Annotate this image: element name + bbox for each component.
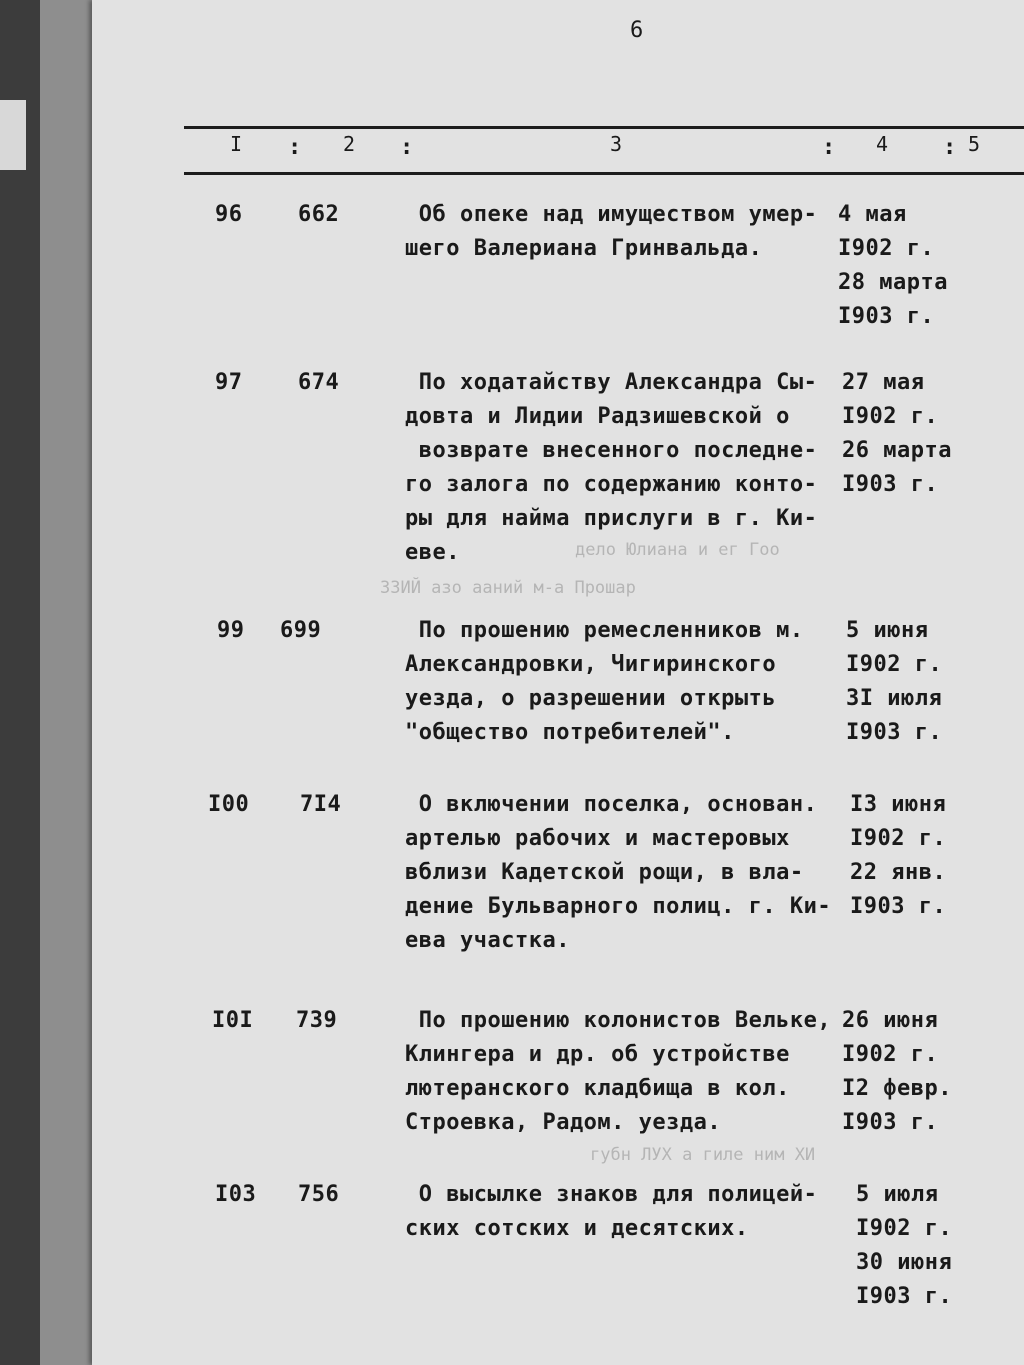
entry-dates: 26 июня I902 г. I2 февр. I903 г. [842,1008,952,1135]
entry-dates: 4 мая I902 г. 28 марта I903 г. [838,202,948,329]
header-rule-bottom [184,172,1024,175]
entry-dates: 5 июля I902 г. 30 июня I903 г. [856,1182,953,1309]
column-header-4: 4 [876,132,889,156]
entry-code: 699 [280,618,322,643]
column-header-3: 3 [610,132,623,156]
bleed-through-text: дело Юлиана и ег Гоо [575,540,780,560]
entry-code: 674 [298,370,340,395]
column-separator: : [400,135,414,160]
entry-description: О включении поселка, основан. артелью рабочих и мастеровых вблизи Кадетской рощи, в вла- дение Бульварного полиц. г. Ки- ева участка. [405,792,832,953]
entry-code: 739 [296,1008,338,1033]
background-edge [0,0,40,1365]
bleed-through-text: губн ЛУХ а гиле ним ХИ [590,1145,816,1165]
entry-number: 96 [215,202,243,227]
column-separator: : [822,135,836,160]
entry-code: 756 [298,1182,340,1207]
entry-description: По прошению колонистов Вельке, Клингера и др. об устройстве лютеранского кладбища в кол. Строевка, Радом. уезда. [405,1008,832,1135]
column-header-1: I [230,132,243,156]
column-separator: : [288,135,302,160]
entry-description: О высылке знаков для полицей- ских сотских и десятских. [405,1182,818,1241]
page-number: 6 [630,18,644,43]
entry-number: I00 [208,792,250,817]
entry-code: 662 [298,202,340,227]
entry-number: 99 [217,618,245,643]
binder-board [40,0,98,1365]
entry-dates: 27 мая I902 г. 26 марта I903 г. [842,370,952,497]
column-header-2: 2 [343,132,356,156]
entry-dates: 5 июня I902 г. 3I июля I903 г. [846,618,943,745]
column-separator: : [943,135,957,160]
header-rule-top [184,126,1024,129]
entry-description: По прошению ремесленников м. Александровки, Чигиринского уезда, о разрешении открыть "общество потребителей". [405,618,804,745]
entry-number: I0I [212,1008,254,1033]
entry-number: I03 [215,1182,257,1207]
entry-code: 7I4 [300,792,342,817]
background-paper-edge [0,100,26,170]
bleed-through-text: ЗЗИЙ азо ааний м-а Прошар [380,578,636,598]
column-header-5: 5 [968,132,981,156]
entry-number: 97 [215,370,243,395]
entry-description: По ходатайству Александра Сы- довта и Лидии Радзишевской о возврате внесенного последне- го залога по содержанию конто- ры для найма прислуги в г. Ки- еве. [405,370,818,565]
entry-dates: I3 июня I902 г. 22 янв. I903 г. [850,792,947,919]
entry-description: Об опеке над имуществом умер- шего Валериана Гринвальда. [405,202,818,261]
